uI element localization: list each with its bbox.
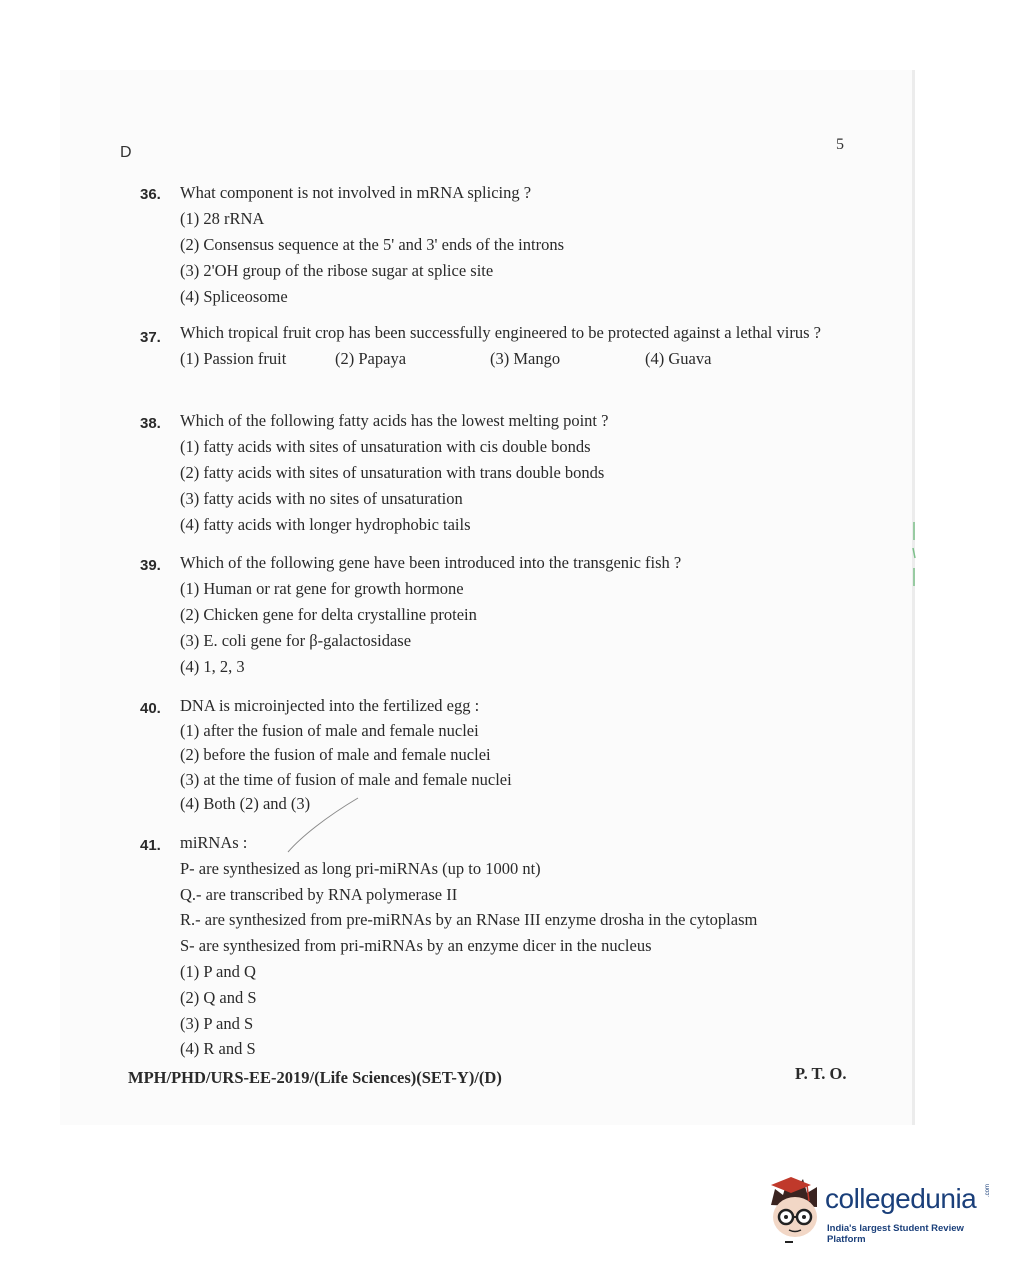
option: (2) Chicken gene for delta crystalline protein: [180, 605, 477, 624]
question-number: 41.: [140, 837, 161, 854]
option: (3) fatty acids with no sites of unsaturation: [180, 489, 463, 508]
option: (3) P and S: [180, 1013, 254, 1033]
option: (2) Papaya: [335, 349, 407, 368]
page-number: 5: [836, 136, 844, 153]
option: (3) Mango: [490, 349, 561, 368]
mascot-icon: [765, 1175, 825, 1245]
options-list: [180, 719, 850, 817]
brand-name: collegedunia: [825, 1183, 977, 1214]
statement: Q.- are transcribed by RNA polymerase II: [180, 884, 458, 904]
brand-tagline: India's largest Student Review Platform: [827, 1223, 964, 1245]
pen-tick-mark: [286, 792, 366, 862]
question-text: Which tropical fruit crop has been successfully engineered to be protected against a lethal virus ?: [180, 323, 821, 342]
option: (4) R and S: [180, 1039, 256, 1059]
statement: R.- are synthesized from pre-miRNAs by an RNase III enzyme drosha in the cytoplasm: [180, 910, 758, 930]
question-37: [140, 320, 850, 372]
statement: S- are synthesized from pri-miRNAs by an enzyme dicer in the nucleus: [180, 936, 652, 956]
option: (1) Passion fruit: [180, 349, 287, 368]
question-number: 37.: [140, 329, 161, 346]
option: (1) P and Q: [180, 961, 256, 981]
question-text: Which of the following gene have been introduced into the transgenic fish ?: [180, 553, 682, 572]
brand-domain-suffix: .com: [985, 1183, 991, 1197]
option: (1) 28 rRNA: [180, 209, 265, 228]
option: (1) fatty acids with sites of unsaturation with cis double bonds: [180, 437, 591, 456]
option: (4) 1, 2, 3: [180, 657, 245, 676]
option: (2) fatty acids with sites of unsaturation with trans double bonds: [180, 463, 605, 482]
question-40: [140, 694, 850, 817]
question-number: 36.: [140, 186, 161, 203]
brand-logo: [765, 1175, 995, 1245]
option: (2) before the fusion of male and female nuclei: [180, 745, 491, 764]
question-39: [140, 550, 850, 680]
option: (4) Both (2) and (3): [180, 794, 311, 813]
sheet-edge: [912, 70, 915, 1125]
option: (3) 2'OH group of the ribose sugar at splice site: [180, 261, 494, 280]
statement: P- are synthesized as long pri-miRNAs (up to 1000 nt): [180, 858, 541, 878]
options-list: [180, 206, 850, 310]
question-41: [140, 830, 850, 1062]
options-list: [180, 434, 850, 538]
options-list: [180, 959, 850, 1062]
set-letter: D: [120, 144, 132, 161]
question-number: 38.: [140, 415, 161, 432]
option: (3) at the time of fusion of male and female nuclei: [180, 769, 512, 789]
option: (1) Human or rat gene for growth hormone: [180, 579, 464, 598]
statements-list: [180, 856, 850, 959]
margin-mark: [910, 520, 918, 590]
option: (4) Guava: [645, 349, 712, 368]
question-36: [140, 180, 850, 310]
question-text: miRNAs :: [180, 833, 248, 852]
footer-pto: P. T. O.: [795, 1064, 847, 1083]
question-number: 40.: [140, 700, 161, 717]
option: (4) fatty acids with longer hydrophobic tails: [180, 515, 471, 534]
question-38: [140, 408, 850, 538]
option: (1) after the fusion of male and female nuclei: [180, 720, 479, 740]
option: (2) Q and S: [180, 987, 257, 1007]
option: (2) Consensus sequence at the 5' and 3' ends of the introns: [180, 235, 564, 254]
options-list: [180, 346, 850, 372]
option: (3) E. coli gene for β-galactosidase: [180, 631, 412, 650]
footer-exam-code: MPH/PHD/URS-EE-2019/(Life Sciences)(SET-Y)/(D): [128, 1068, 502, 1087]
question-text: DNA is microinjected into the fertilized egg :: [180, 696, 480, 715]
question-text: What component is not involved in mRNA splicing ?: [180, 183, 532, 202]
question-text: Which of the following fatty acids has the lowest melting point ?: [180, 411, 609, 430]
option: (4) Spliceosome: [180, 287, 288, 306]
options-list: [180, 576, 850, 680]
question-number: 39.: [140, 557, 161, 574]
